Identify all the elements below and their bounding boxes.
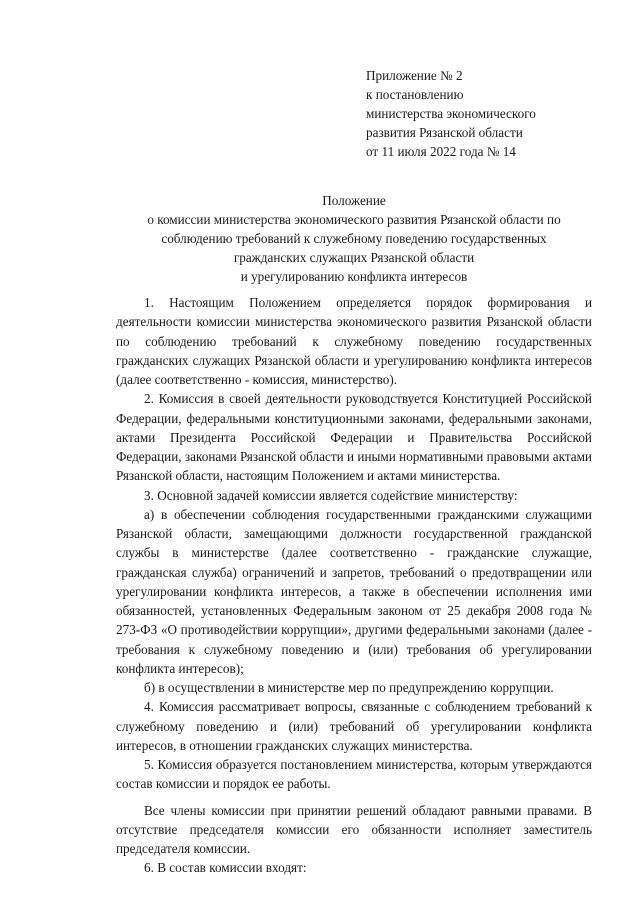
paragraph-1: 1. Настоящим Положением определяется порядок формирования и деятельности комиссии министерства экономического развития Рязанской области по соблюдению требований к служебному поведению государственных гражданских служащих Рязанской области и урегулированию конфликта интересов (далее соответственно - комиссия, министерство).: [116, 295, 592, 387]
paragraph-5: 5. Комиссия образуется постановлением министерства, которым утверждаются состав комиссии и порядок ее работы.: [116, 757, 592, 792]
appendix-ministry-line: министерства экономического: [366, 106, 536, 121]
title-line: о комиссии министерства экономического развития Рязанской области по: [147, 212, 561, 227]
paragraph-3b: б) в осуществлении в министерстве мер по предупреждению коррупции.: [144, 680, 554, 695]
paragraph-4: 4. Комиссия рассматривает вопросы, связанные с соблюдением требований к служебному поведению и (или) требований об урегулировании конфликта интересов, в отношении гражданских служащих министерства.: [116, 699, 592, 753]
paragraph-2: 2. Комиссия в своей деятельности руководствуется Конституцией Российской Федерации, федеральными конституционными законами, федеральными законами, актами Президента Российской Федерации и Правительства Российской Федерации, законами Рязанской области и иными нормативными правовыми актами Рязанской области, настоящим Положением и актами министерства.: [116, 391, 592, 484]
appendix-header: [366, 66, 616, 161]
title-line: и урегулированию конфликта интересов: [240, 269, 468, 284]
paragraph-5b: Все члены комиссии при принятии решений обладают равными правами. В отсутствие председателя комиссии его обязанности исполняет заместитель председателя комиссии.: [116, 802, 592, 856]
document-title: [100, 191, 608, 286]
title-heading: Положение: [322, 193, 386, 208]
appendix-ref-line: к постановлению: [366, 87, 464, 102]
paragraph-3a: а) в обеспечении соблюдения государственными гражданскими служащими Рязанской области, замещающими должности государственной гражданской службы в министерстве (далее соответственно - гражданские служащие, гражданская служба) ограничений и запретов, требований о предотвращении или урегулировании конфликта интересов, а также в обеспечении исполнения ими обязанностей, установленных Федеральным законом от 25 декабря 2008 года № 273-ФЗ «О противодействии коррупции», другими федеральными законами (далее - требования к служебному поведению и (или) требования об урегулировании конфликта интересов);: [116, 506, 592, 676]
appendix-region-line: развития Рязанской области: [366, 125, 523, 140]
paragraph-6: 6. В состав комиссии входят:: [144, 860, 307, 876]
appendix-number: Приложение № 2: [366, 68, 463, 83]
title-line: гражданских служащих Рязанской области: [233, 250, 475, 265]
title-line: соблюдению требований к служебному поведению государственных: [161, 231, 547, 246]
paragraph-3: 3. Основной задачей комиссии является содействие министерству:: [144, 487, 518, 503]
document-body: [116, 293, 592, 878]
appendix-date-line: от 11 июля 2022 года № 14: [366, 144, 516, 159]
